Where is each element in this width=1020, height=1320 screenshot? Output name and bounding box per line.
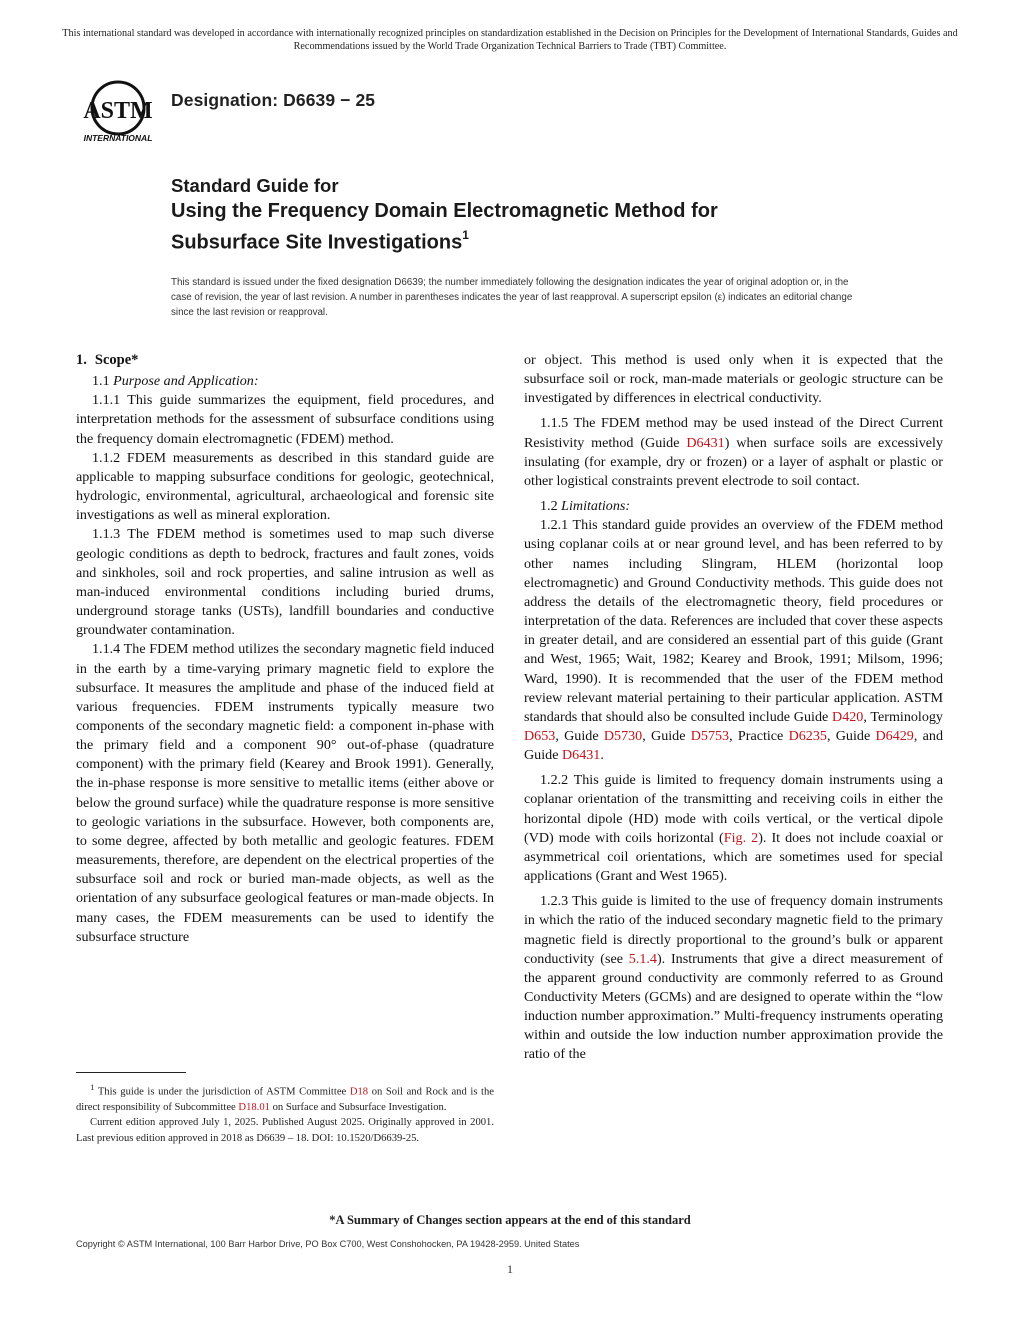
tbt-notice: This international standard was developed in accordance with internationally recognized principles on standardization established in the Decision on Principles for the Development of International Standards, Guides and Recommendations issued by the World Trade Organization Technical Barriers to Trade (TBT) Committee.: [62, 28, 958, 52]
standard-title: [171, 174, 718, 256]
paragraph-1-1-5: 1.1.5 The FDEM method may be used instead of the Direct Current Resistivity method (Guide D6431) when surface soils are excessively insulating (for example, dry or frozen) or a layer of asphalt or plastic or other logistical constraints prevent electrode to soil contact.: [524, 415, 943, 489]
astm-logo-icon: [74, 80, 164, 142]
right-column: [524, 351, 943, 1065]
ref-d6431-2[interactable]: D6431: [561, 747, 601, 764]
paragraph-1-1-4: 1.1.4 The FDEM method utilizes the secondary magnetic field induced in the earth by a time-varying primary magnetic field to explore the subsurface. It measures the amplitude and phase of the induced field at various frequencies. FDEM instruments typically measure two components of the secondary magnetic field: a component in-phase with the primary field and a component 90° out-of-phase (quadrature component) with the primary field (Kearey and Brook 1991). Generally, the in-phase response is more sensitive to metallic items (either above or below the ground surface) while the quadrature response is more sensitive to geologic variations in the subsurface. However, both components are, to some degree, affected by both metallic and geologic features. FDEM measurements, therefore, are dependent on the electrical properties of the subsurface soil and rock or buried man-made objects, as well as the orientation of any subsurface geological features or man-made objects. In many cases, the FDEM measurements can be used to identify the subsurface structure: [76, 641, 494, 945]
ref-subcommittee-d18-01[interactable]: D18.01: [238, 1101, 270, 1113]
subsection-1-1-title: Purpose and Application:: [113, 373, 259, 390]
footnote-1-mark: 1: [90, 1082, 95, 1092]
subsection-1-1-num: 1.1: [92, 373, 110, 390]
ref-d6429[interactable]: D6429: [875, 727, 914, 744]
issue-note: This standard is issued under the fixed designation D6639; the number immediately following the designation indicates the year of original adoption or, in the case of revision, the year of last revision. A number in parentheses indicates the year of last reapproval. A superscript epsilon (ε) indicates an editorial change since the last revision or reapproval.: [171, 277, 853, 318]
subsection-1-2-title: Limitations:: [561, 498, 631, 515]
summary-of-changes-note: *A Summary of Changes section appears at the end of this standard: [329, 1213, 691, 1227]
ref-d6235[interactable]: D6235: [788, 727, 827, 744]
footnote-1: $^1$ This guide is under the jurisdiction of ASTM Committee D18 on Soil and Rock and is the direct responsibility of Subcommittee D18.01 on Surface and Subsurface Investigation.: [76, 1082, 494, 1113]
section-number: 1.: [76, 352, 87, 368]
title-line-3-wrap: [171, 224, 718, 256]
paragraph-1-2-1: 1.2.1 This standard guide provides an overview of the FDEM method using coplanar coils at or near ground level, and has been referred to by other names including Slingram, HLEM (horizontal loop electromagnetic) and Ground Conductivity methods. This guide does not address the details of the electromagnetic theory, field procedures or interpretation of the data. References are included that cover these aspects in greater detail, and are considered an essential part of this guide (Grant and West, 1965; Wait, 1982; Kearey and Brook, 1991; Milsom, 1996; Ward, 1990). It is recommended that the user of the FDEM method review relevant material pertaining to their particular application. ASTM standards that should also be consulted include Guide D420, Terminology D653, Guide D5730, Guide D5753, Practice D6235, Guide D6429, and Guide D6431.: [524, 517, 943, 764]
ref-d5730[interactable]: D5730: [603, 727, 643, 744]
section-title: Scope*: [94, 352, 139, 368]
logo-org-text: INTERNATIONAL: [83, 133, 153, 142]
ref-committee-d18[interactable]: D18: [349, 1086, 369, 1098]
paragraph-1-1-1: 1.1.1 This guide summarizes the equipment, field procedures, and interpretation methods for the assessment of subsurface conditions using the frequency domain electromagnetic (FDEM) method.: [76, 392, 494, 447]
title-line-1: Standard Guide for: [171, 175, 339, 196]
copyright-line: Copyright © ASTM International, 100 Barr Harbor Drive, PO Box C700, West Conshohocken, PA 19428-2959. United States: [76, 1239, 580, 1249]
paragraph-1-1-2: 1.1.2 FDEM measurements as described in this standard guide are applicable to mapping subsurface conditions for geologic, geotechnical, hydrologic, environmental, agricultural, archaeological and forensic site investigations as well as mineral exploration.: [76, 449, 494, 524]
ref-d5753[interactable]: D5753: [690, 727, 730, 744]
title-line-2: Using the Frequency Domain Electromagnetic Method for: [171, 200, 718, 222]
ref-5-1-4[interactable]: 5.1.4: [628, 950, 657, 967]
paragraph-1-1-3: 1.1.3 The FDEM method is sometimes used to map such diverse geologic conditions as depth to bedrock, fractures and fault zones, voids and sinkholes, soil and rock properties, and saline intrusion as well as man-induced environmental conditions including buried drums, underground storage tanks (USTs), landfill boundaries and conductive groundwater contamination.: [76, 526, 494, 639]
paragraph-1-2-3: 1.2.3 This guide is limited to the use of frequency domain instruments in which the ratio of the induced secondary magnetic field to the primary magnetic field is directly proportional to the ground’s bulk or apparent conductivity (see 5.1.4). Instruments that give a direct measurement of the apparent ground conductivity are commonly referred to as Ground Conductivity Meters (GCMs) and are designed to operate within the “low induction number approximation.” Multi-frequency instruments operating within and outside the low induction number approximation provide the ratio of the: [524, 893, 943, 1063]
footnote-rule: [76, 1072, 186, 1073]
page-number: 1: [507, 1262, 513, 1276]
footnote-edition: Current edition approved July 1, 2025. Published August 2025. Originally approved in 2001. Last previous edition approved in 2018 as D6639 – 18. DOI: 10.1520/D6639-25.: [76, 1117, 494, 1144]
astm-logo: [74, 80, 164, 142]
paragraph-1-2-2: 1.2.2 This guide is limited to frequency domain instruments using a coplanar orientation of the transmitting and receiving coils in either the horizontal dipole (HD) mode with coils vertical, or the vertical dipole (VD) mode with coils horizontal (Fig. 2). It does not include coaxial or asymmetrical coil orientations, which are sometimes used for special applications (Grant and West 1965).: [524, 772, 943, 885]
designation: Designation: D6639 − 25: [171, 90, 376, 110]
left-column: [76, 351, 494, 947]
section-heading: [76, 351, 494, 370]
subsection-1-2-num: 1.2: [540, 498, 558, 515]
ref-d420[interactable]: D420: [832, 708, 864, 725]
ref-fig-2[interactable]: Fig. 2: [723, 829, 759, 846]
paragraph-1-1-4-continued: or object. This method is used only when it is expected that the subsurface soil or rock, man-made materials or geologic structure can be investigated by differences in electrical conductivity.: [524, 352, 943, 407]
footnotes: [76, 1080, 494, 1146]
subsection-1-2: [524, 497, 943, 516]
title-line-3: Subsurface Site Investigations: [171, 231, 463, 254]
ref-d6431[interactable]: D6431: [686, 434, 725, 451]
logo-mark-text: ASTM: [83, 98, 153, 124]
ref-d653[interactable]: D653: [524, 727, 556, 744]
subsection-1-1: [76, 372, 494, 391]
title-footnote-mark: 1: [462, 228, 469, 242]
